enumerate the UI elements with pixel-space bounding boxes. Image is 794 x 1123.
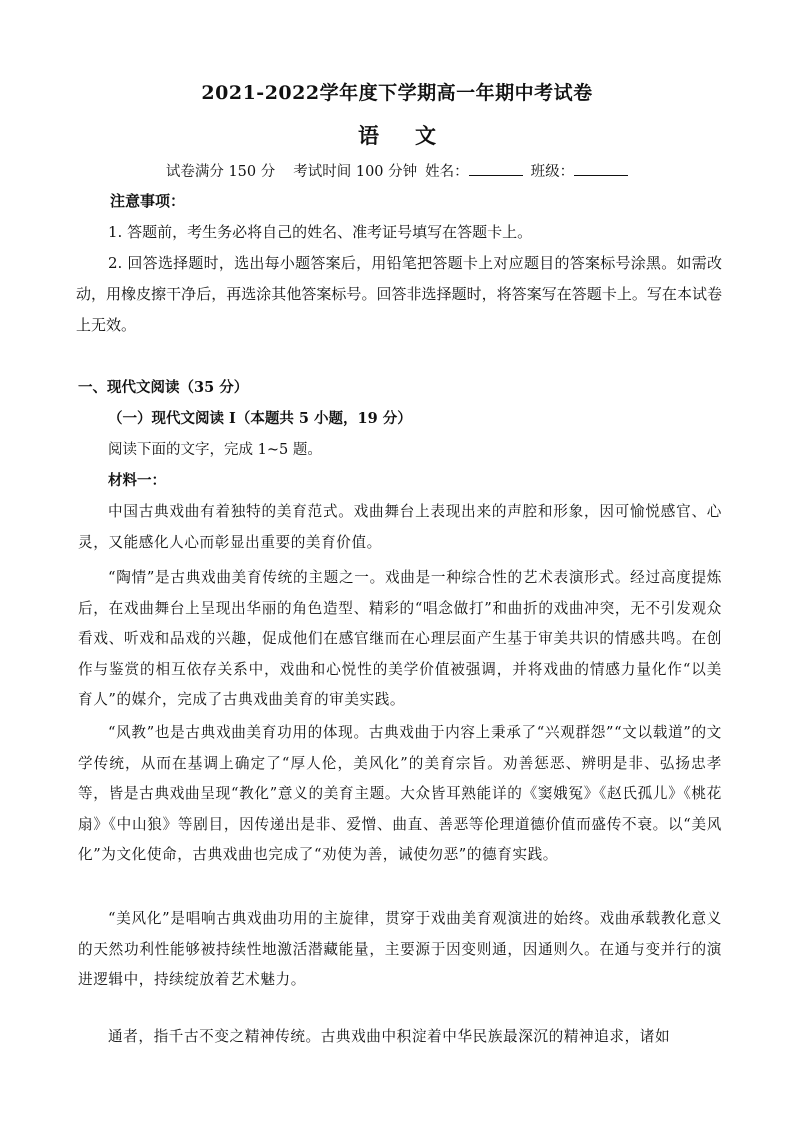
subject-char-2: 文 — [415, 123, 436, 148]
exam-title: 2021-2022学年度下学期高一年期中考试卷 — [201, 82, 593, 104]
paragraph-2: “陶情”是古典戏曲美育传统的主题之一。戏曲是一种综合性的艺术表演形式。经过高度提炼后，在戏曲舞台上呈现出华丽的角色造型、精彩的“唱念做打”和曲折的戏曲冲突，无不引发观众看戏、听戏和品戏的兴趣，促成他们在感官继而在心理层面产生基于审美共识的情感共鸣。在创作与鉴赏的相互依存关系中，戏曲和心悦性的美学价值被强调，并将戏曲的情感力量化作“以美育人”的媒介，完成了古典戏曲美育的审美实践。 — [78, 569, 722, 708]
class-label: 班级： — [530, 164, 575, 180]
reading-instruction: 阅读下面的文字，完成 1~5 题。 — [108, 442, 322, 458]
material-label: 材料一： — [108, 472, 166, 489]
class-blank[interactable] — [574, 163, 628, 176]
paragraph-1: 中国古典戏曲有着独特的美育范式。戏曲舞台上表现出来的声腔和形象，因可愉悦感官、心灵，又能感化人心而彰显出重要的美育价值。 — [78, 503, 722, 551]
name-blank[interactable] — [469, 163, 523, 176]
exam-time: 考试时间 100 分钟 — [293, 164, 418, 180]
exam-info-row — [0, 160, 794, 181]
section-heading: 一、现代文阅读（35 分） — [78, 379, 249, 396]
note-item-1: 1. 答题前，考生务必将自己的姓名、准考证号填写在答题卡上。 — [108, 223, 533, 241]
full-score: 试卷满分 150 分 — [165, 164, 276, 180]
subject-title — [0, 120, 794, 150]
paragraph-4: “美风化”是唱响古典戏曲功用的主旋律，贯穿于戏曲美育观演进的始终。戏曲承载教化意义的天然功利性能够被持续性地激活潜藏能量，主要源于因变则通，因通则久。在通与变并行的演进逻辑中，持续绽放着艺术魅力。 — [78, 910, 722, 988]
paragraph-3: “风教”也是古典戏曲美育功用的体现。古典戏曲于内容上秉承了“兴观群怨”“文以载道”的文学传统，从而在基调上确定了“厚人伦，美风化”的美育宗旨。劝善惩恶、辨明是非、弘扬忠孝等，皆是古典戏曲呈现“教化”意义的美育主题。大众皆耳熟能详的《窦娥冤》《赵氏孤儿》《桃花扇》《中山狼》等剧目，因传递出是非、爱憎、曲直、善恶等伦理道德价值而盛传不衰。以“美风化”为文化使命，古典戏曲也完成了“劝使为善，诫使勿恶”的德育实践。 — [78, 724, 722, 863]
subsection-heading: （一）现代文阅读 I（本题共 5 小题，19 分） — [108, 410, 412, 427]
subject-char-1: 语 — [358, 123, 379, 148]
name-label: 姓名： — [425, 164, 469, 180]
note-item-2: 2. 回答选择题时，选出每小题答案后，用铅笔把答题卡上对应题目的答案标号涂黑。如需改动，用橡皮擦干净后，再选涂其他答案标号。回答非选择题时，将答案写在答题卡上。写在本试卷上无效。 — [76, 254, 722, 334]
notes-heading: 注意事项： — [110, 192, 186, 210]
paragraph-5: 通者，指千古不变之精神传统。古典戏曲中积淀着中华民族最深沉的精神追求，诸如 — [108, 1028, 671, 1045]
